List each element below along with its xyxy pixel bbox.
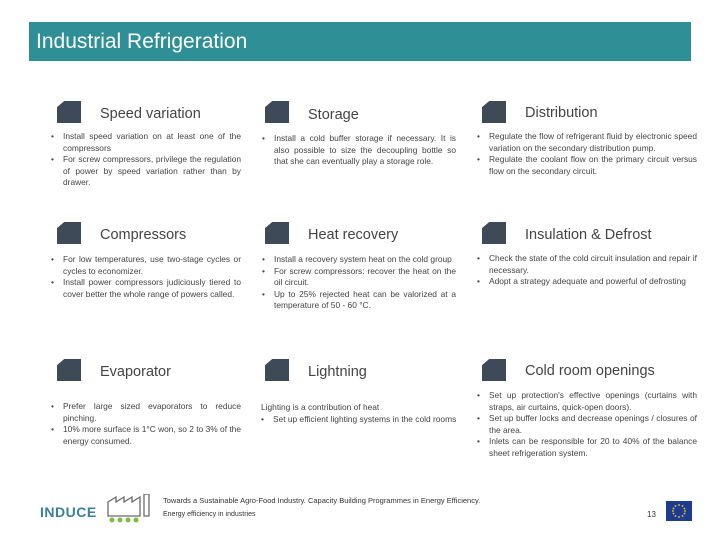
induce-logo — [40, 494, 160, 524]
section-list-insulation — [477, 253, 697, 288]
section-icon — [482, 101, 506, 123]
section-list-storage — [262, 133, 456, 168]
list-item: • For low temperatures, use two-stage cycles or cycles to economizer. — [51, 254, 241, 277]
list-item: • Inlets can be responsible for 20 to 40% of the balance sheet refrigeration system. — [477, 436, 697, 459]
list-item: • Up to 25% rejected heat can be valorized at a temperature of 50 - 60 °C. — [262, 289, 456, 312]
section-icon — [482, 222, 506, 244]
section-icon — [265, 359, 289, 381]
section-list-compressors — [51, 254, 241, 300]
list-item: • Install speed variation on at least one of the compressors — [51, 131, 241, 154]
section-title-lightning: Lightning — [308, 364, 367, 380]
title-bar — [29, 22, 687, 61]
section-icon — [265, 222, 289, 244]
list-item: • For screw compressors: recover the heat on the oil circuit. — [262, 266, 456, 289]
list-item: • Prefer large sized evaporators to reduce pinching. — [51, 401, 241, 424]
section-title-storage: Storage — [308, 107, 359, 123]
section-list-distribution — [477, 131, 697, 177]
section-list-evaporator — [51, 401, 241, 447]
section-title-compressors: Compressors — [100, 227, 187, 243]
page-title: Industrial Refrigeration — [36, 30, 248, 53]
section-title-insulation: Insulation & Defrost — [525, 227, 652, 243]
list-item: • Set up efficient lighting systems in the cold rooms — [261, 414, 457, 426]
section-list-heat-recovery — [262, 254, 456, 312]
section-icon — [57, 222, 81, 244]
factory-icon — [106, 494, 152, 524]
list-item: • Install a cold buffer storage if necessary. It is also possible to size the decoupling bottle so that she can eventually play a storage role. — [262, 133, 456, 168]
list-item: • Check the state of the cold circuit insulation and repair if necessary. — [477, 253, 697, 276]
list-item: • Install power compressors judiciously tiered to cover better the whole range of powers called. — [51, 277, 241, 300]
lightning-intro: Lighting is a contribution of heat — [261, 402, 380, 412]
footer-subtitle: Energy efficiency in industries — [163, 511, 256, 518]
section-title-distribution: Distribution — [525, 105, 598, 121]
logo-text: INDUCE — [40, 504, 97, 520]
list-item: • Set up buffer locks and decrease openings / closures of the area. — [477, 413, 697, 436]
list-item: • Install a recovery system heat on the cold group — [262, 254, 456, 266]
title-accent — [677, 22, 691, 61]
section-text-lightning — [261, 402, 457, 425]
list-item: • Regulate the coolant flow on the primary circuit versus flow on the secondary circuit. — [477, 154, 697, 177]
list-item: • 10% more surface is 1°C won, so 2 to 3% of the energy consumed. — [51, 424, 241, 447]
footer-tagline: Towards a Sustainable Agro-Food Industry. Capacity Building Programmes in Energy Efficiency. — [163, 496, 481, 505]
section-icon — [57, 101, 81, 123]
section-title-speed: Speed variation — [100, 106, 201, 122]
section-title-evaporator: Evaporator — [100, 364, 171, 380]
section-icon — [265, 101, 289, 123]
eu-flag — [666, 501, 692, 521]
section-icon — [57, 359, 81, 381]
section-icon — [482, 359, 506, 381]
section-list-cold-room — [477, 390, 697, 460]
section-list-speed — [51, 131, 241, 189]
page-number: 13 — [647, 510, 656, 519]
section-title-cold-room: Cold room openings — [525, 363, 655, 379]
list-item: • For screw compressors, privilege the regulation of power by speed variation rather than by drawer. — [51, 154, 241, 189]
section-title-heat-recovery: Heat recovery — [308, 227, 399, 243]
list-item: • Adopt a strategy adequate and powerful of defrosting — [477, 276, 697, 288]
list-item: • Set up protection's effective openings (curtains with straps, air curtains, quick-open doors). — [477, 390, 697, 413]
list-item: • Regulate the flow of refrigerant fluid by electronic speed variation on the secondary distribution pump. — [477, 131, 697, 154]
